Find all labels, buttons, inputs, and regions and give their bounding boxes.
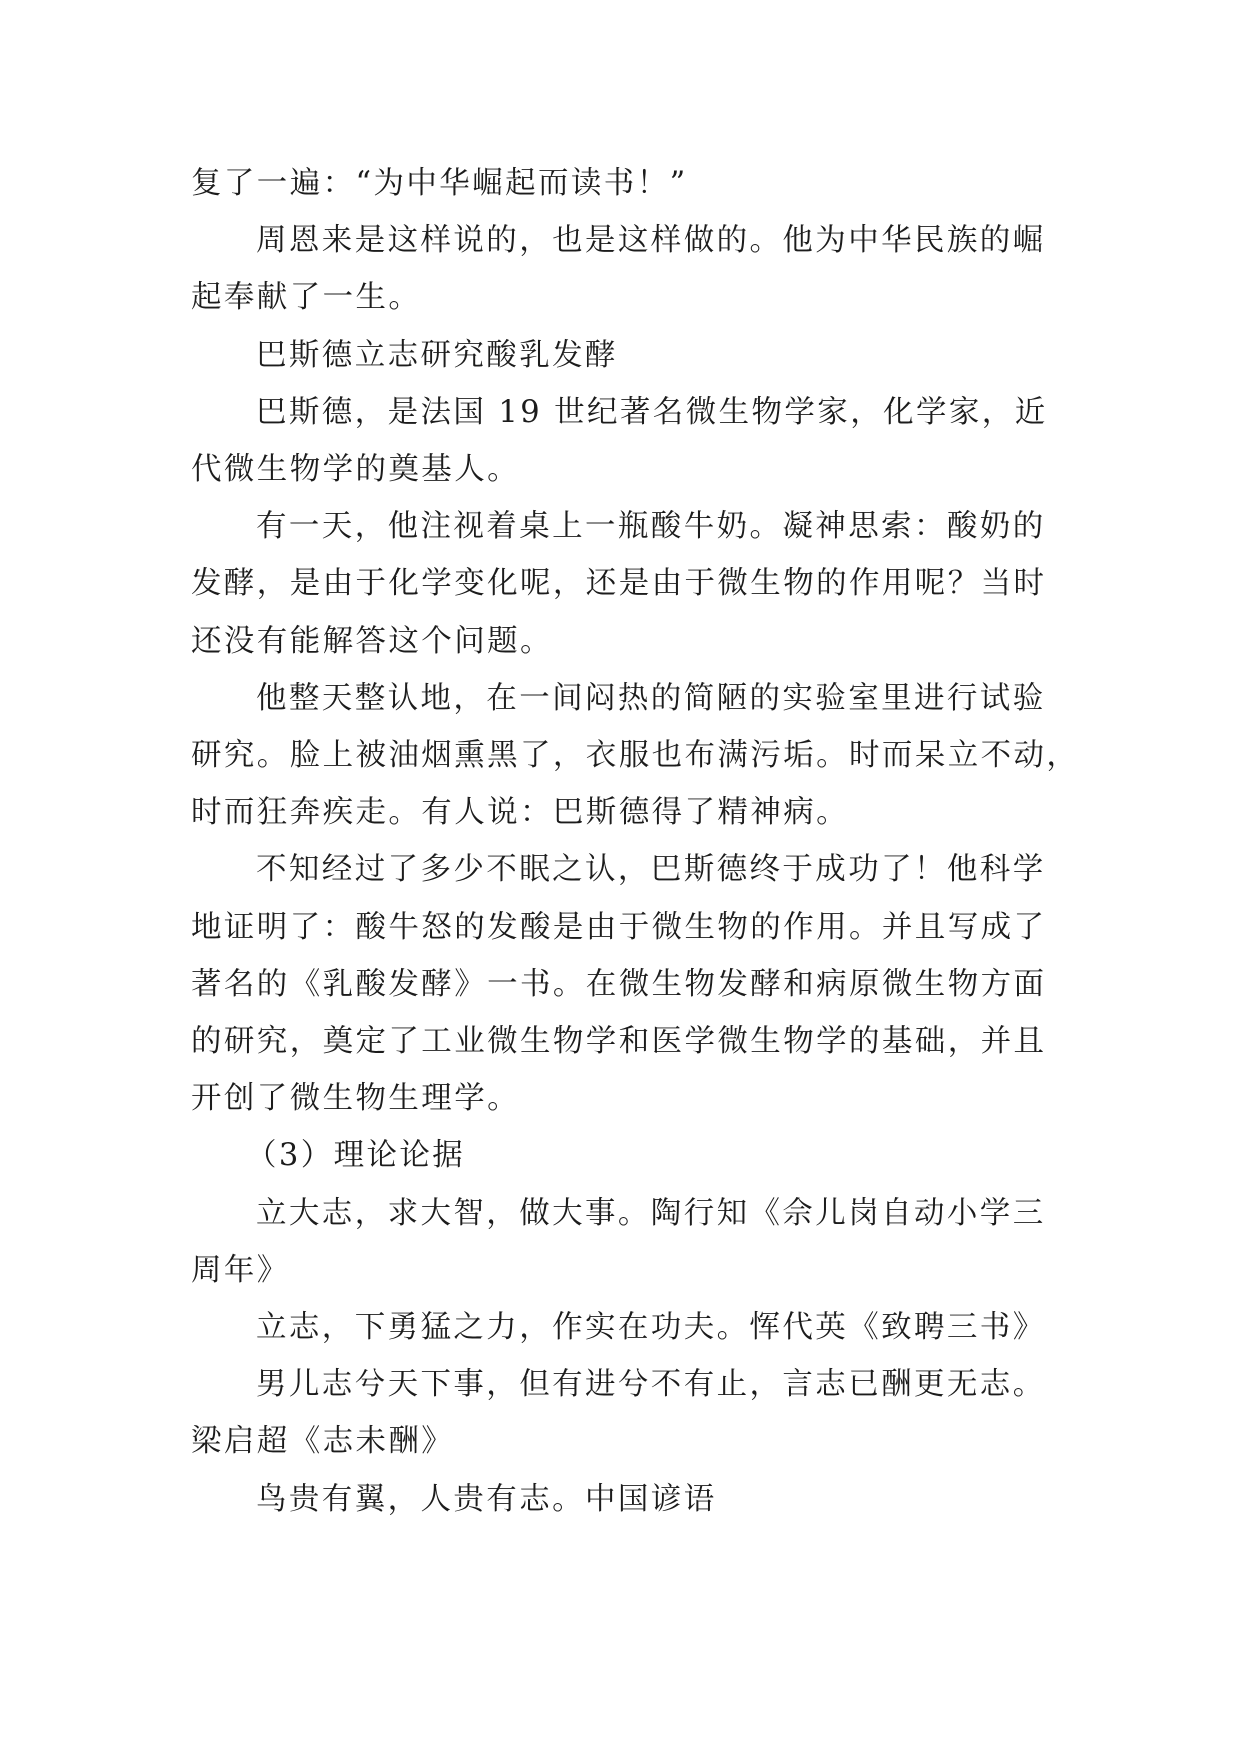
text-line: 他整天整认地，在一间闷热的简陋的实验室里进行试验 [256,680,1046,716]
text-line: 还没有能解答这个问题。 [191,623,553,659]
text-line: 著名的《乳酸发酵》一书。在微生物发酵和病原微生物方面 [191,966,1047,1002]
text-line: 时而狂奔疾走。有人说：巴斯德得了精神病。 [191,795,849,831]
text-line: 起奉献了一生。 [191,280,422,316]
text-line: 的研究，奠定了工业微生物学和医学微生物学的基础，并且 [191,1024,1047,1060]
text-line: 开创了微生物生理学。 [191,1081,520,1117]
text-line: 地证明了：酸牛怒的发酸是由于微生物的作用。并且写成了 [191,909,1047,945]
text-line: 梁启超《志未酬》 [191,1424,455,1460]
text-line: 不知经过了多少不眠之认，巴斯德终于成功了！他科学 [256,852,1046,888]
text-line: 巴斯德，是法国 19 世纪著名微生物学家，化学家，近 [256,394,1048,430]
section-heading: 巴斯德立志研究酸乳发酵 [256,337,618,373]
document-body [191,155,1080,1528]
text-line: 周年》 [191,1252,290,1288]
text-line: 周恩来是这样说的，也是这样做的。他为中华民族的崛 [256,223,1046,259]
section-heading: （3）理论论据 [246,1138,466,1174]
text-line: 有一天，他注视着桌上一瓶酸牛奶。凝神思索：酸奶的 [256,509,1046,545]
text-line: 代微生物学的奠基人。 [191,452,520,488]
text-line: 立志，下勇猛之力，作实在功夫。恽代英《致聘三书》 [256,1310,1046,1346]
text-line: 立大志，求大智，做大事。陶行知《佘儿岗自动小学三 [256,1195,1046,1231]
text-line: 鸟贵有翼，人贵有志。中国谚语 [256,1481,717,1517]
text-line: 复了一遍：“为中华崛起而读书！” [191,166,688,201]
text-line: 研究。脸上被油烟熏黑了，衣服也布满污垢。时而呆立不动， [191,738,1080,774]
text-line: 男儿志兮天下事，但有进兮不有止，言志已酬更无志。 [256,1367,1046,1403]
text-line: 发酵，是由于化学变化呢，还是由于微生物的作用呢？当时 [191,566,1047,602]
